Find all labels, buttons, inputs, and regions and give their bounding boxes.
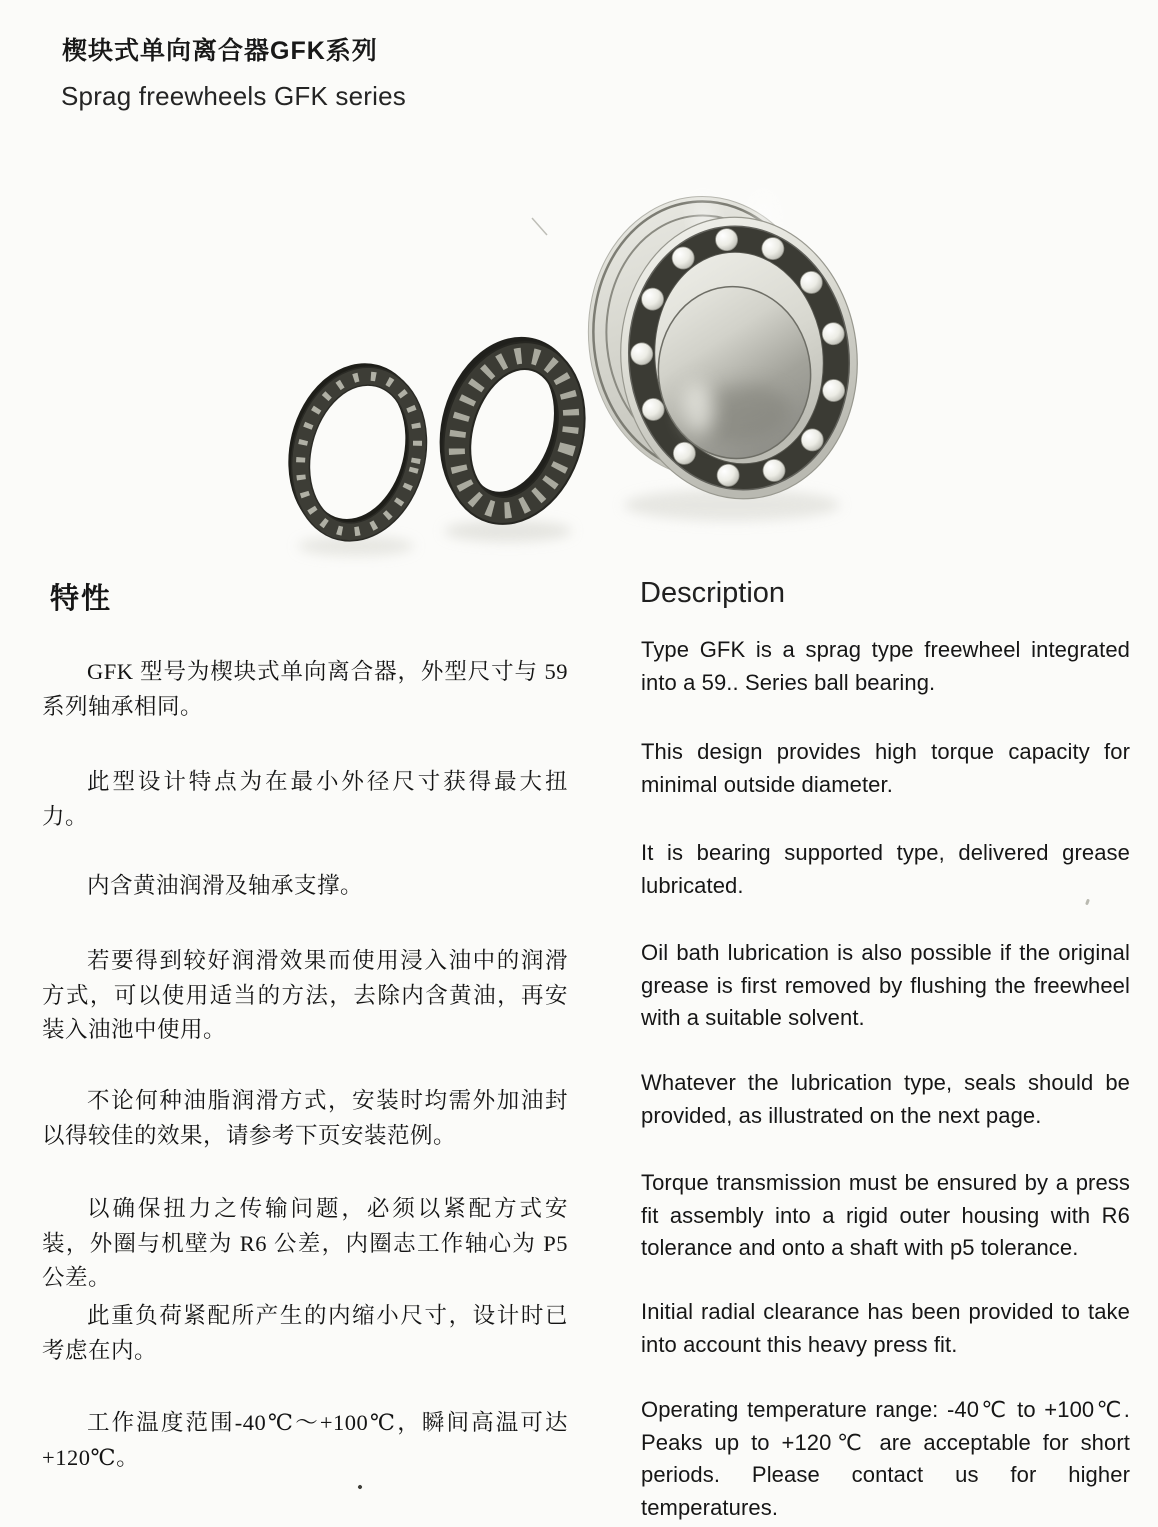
sprag-cage-large [423,325,606,541]
scan-speck [1085,899,1090,906]
description-paragraph: Whatever the lubrication type, seals should be provided, as illustrated on the next page. [641,1070,1130,1128]
page-title-chinese: 楔块式单向离合器GFK系列 [62,37,378,65]
description-heading: Description [640,577,786,609]
ball-bearing [575,182,872,514]
features-paragraph: 若要得到较好润滑效果而使用浸入油中的润滑方式，可以使用适当的方法，去除内含黄油，再安装入油池中使用。 [42,948,568,1042]
sprag-cage-small [274,353,445,556]
description-paragraph: Type GFK is a sprag type freewheel integrated into a 59.. Series ball bearing. [641,637,1130,695]
description-paragraph: This design provides high torque capacity for minimal outside diameter. [641,739,1130,797]
features-paragraph: 此型设计特点为在最小外径尺寸获得最大扭力。 [42,769,568,829]
description-paragraph: Operating temperature range: -40℃ to +100℃. Peaks up to +120℃ are acceptable for short periods. Please contact us for higher temperatures. [641,1397,1130,1520]
features-paragraph: 内含黄油润滑及轴承支撑。 [87,873,364,898]
scan-scratch [532,218,547,235]
features-paragraph: 工作温度范围-40℃～+100℃，瞬间高温可达+120℃。 [42,1410,568,1470]
description-paragraph: Torque transmission must be ensured by a press fit assembly into a rigid outer housing with R6 tolerance and onto a shaft with p5 tolerance. [641,1170,1130,1260]
scan-speck [357,1484,363,1490]
product-photo [270,180,890,570]
features-paragraph: 此重负荷紧配所产生的内缩小尺寸，设计时已考虑在内。 [42,1303,568,1363]
description-paragraph: Initial radial clearance has been provided to take into account this heavy press fit. [641,1299,1130,1357]
page-title-english: Sprag freewheels GFK series [61,81,406,111]
description-paragraph: It is bearing supported type, delivered grease lubricated. [641,840,1130,898]
features-paragraph: GFK 型号为楔块式单向离合器，外型尺寸与 59 系列轴承相同。 [42,659,568,719]
features-paragraph: 不论何种油脂润滑方式，安装时均需外加油封以得较佳的效果，请参考下页安装范例。 [42,1088,568,1148]
description-paragraph: Oil bath lubrication is also possible if the original grease is first removed by flushing the freewheel with a suitable solvent. [641,940,1130,1030]
features-paragraph: 以确保扭力之传输问题，必须以紧配方式安装，外圈与机壁为 R6 公差，内圈志工作轴心为 P5 公差。 [42,1196,568,1290]
features-heading: 特性 [50,583,113,615]
